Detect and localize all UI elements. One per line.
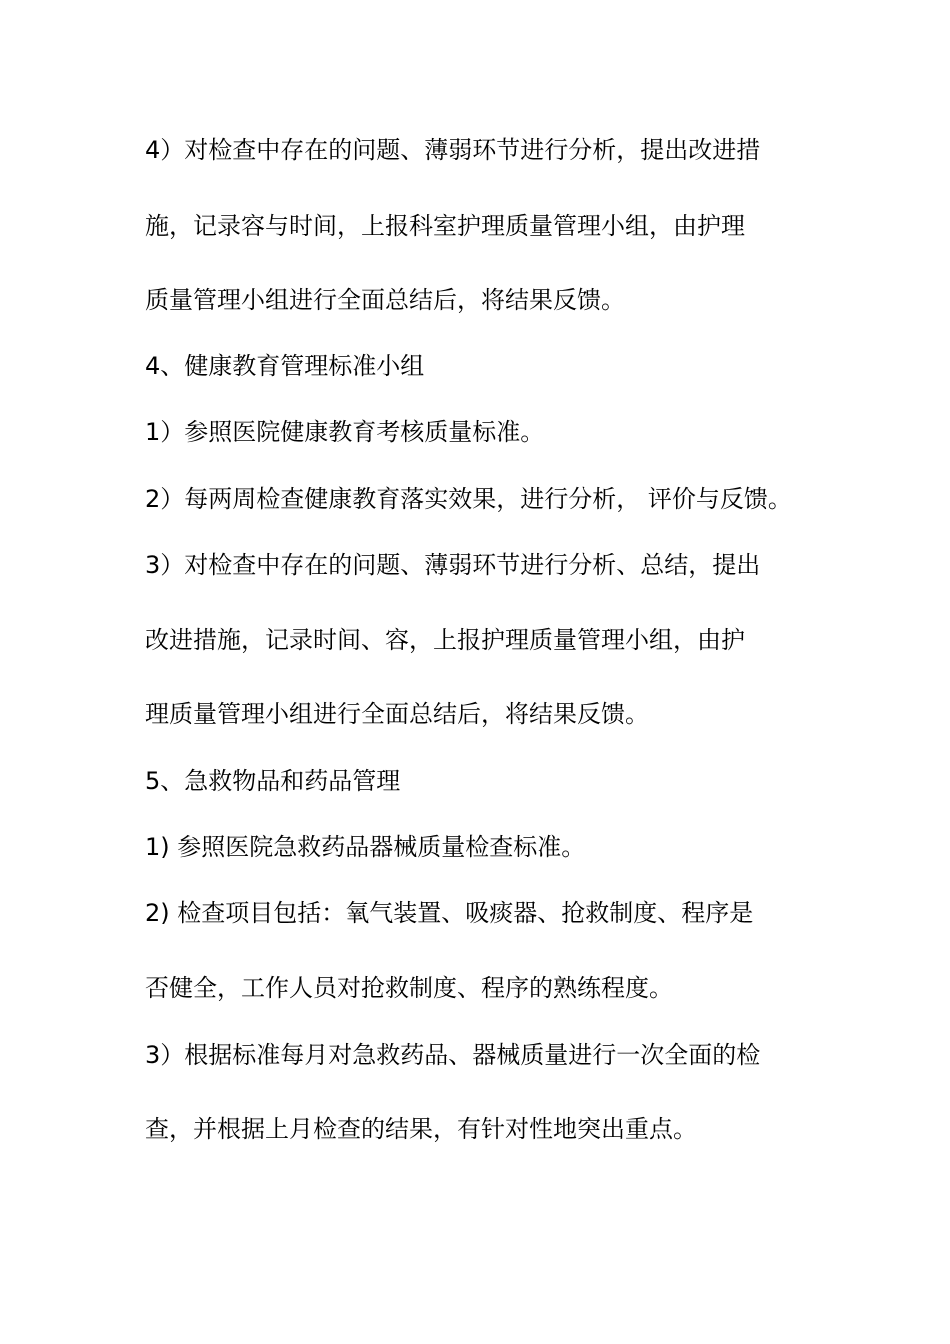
paragraph-line: 质量管理小组进行全面总结后，将结果反馈。 xyxy=(145,286,625,314)
paragraph-line: 2) 检查项目包括：氧气装置、吸痰器、抢救制度、程序是 xyxy=(145,899,754,927)
paragraph-line: 查，并根据上月检查的结果，有针对性地突出重点。 xyxy=(145,1115,697,1143)
paragraph-line: 理质量管理小组进行全面总结后，将结果反馈。 xyxy=(145,700,649,728)
section-heading: 5、急救物品和药品管理 xyxy=(145,767,401,795)
paragraph-line: 3）根据标准每月对急救药品、器械质量进行一次全面的检 xyxy=(145,1041,761,1069)
paragraph-line: 1) 参照医院急救药品器械质量检查标准。 xyxy=(145,833,586,861)
paragraph-line: 2）每两周检查健康教育落实效果，进行分析， 评价与反馈。 xyxy=(145,485,792,513)
section-heading: 4、健康教育管理标准小组 xyxy=(145,352,425,380)
paragraph-line: 3）对检查中存在的问题、薄弱环节进行分析、总结，提出 xyxy=(145,551,761,579)
paragraph-line: 施，记录容与时间，上报科室护理质量管理小组，由护理 xyxy=(145,212,745,240)
paragraph-line: 4）对检查中存在的问题、薄弱环节进行分析，提出改进措 xyxy=(145,136,761,164)
paragraph-line: 改进措施，记录时间、容，上报护理质量管理小组，由护 xyxy=(145,626,745,654)
paragraph-line: 1）参照医院健康教育考核质量标准。 xyxy=(145,418,545,446)
paragraph-line: 否健全，工作人员对抢救制度、程序的熟练程度。 xyxy=(145,974,673,1002)
